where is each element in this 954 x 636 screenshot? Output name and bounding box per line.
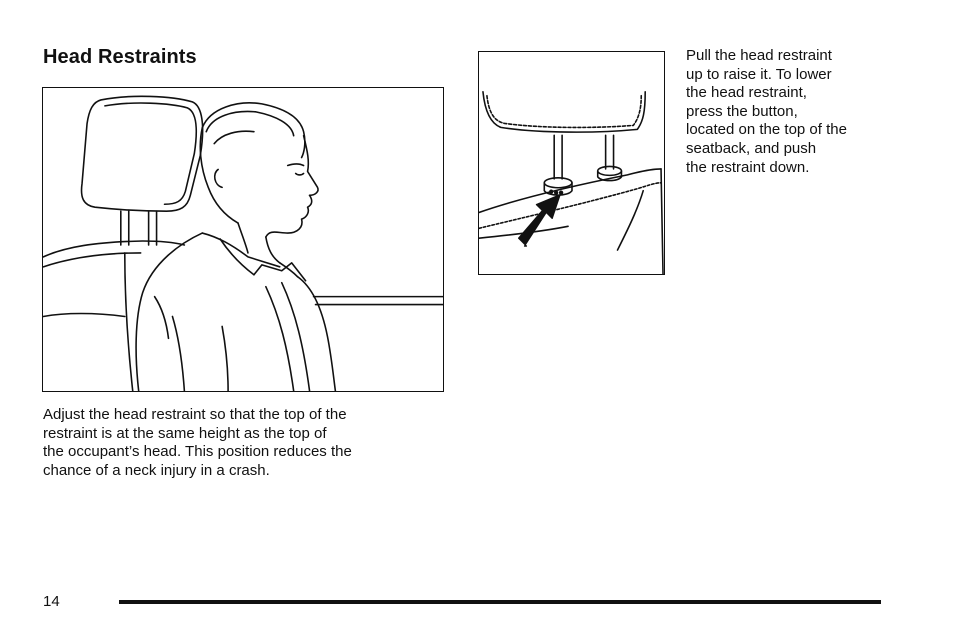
side-line: the head restraint,	[686, 84, 807, 102]
side-line: seatback, and push	[686, 139, 817, 157]
side-line: press the button,	[686, 102, 798, 120]
body-line: Adjust the head restraint so that the top of the	[43, 406, 347, 423]
body-line: the occupant’s head. This position reduces the	[43, 443, 352, 461]
footer-rule	[119, 600, 881, 604]
side-line: Pull the head restraint	[686, 47, 832, 64]
release-button-icon	[479, 52, 664, 274]
side-line: the restraint down.	[686, 158, 810, 176]
section-heading: Head Restraints	[43, 46, 197, 68]
release-instructions	[686, 47, 847, 177]
occupant-head-restraint-illustration	[42, 87, 444, 392]
adjustment-instructions	[43, 406, 352, 480]
release-button-illustration	[478, 51, 665, 275]
body-line: chance of a neck injury in a crash.	[43, 461, 270, 479]
side-line: located on the top of the	[686, 121, 847, 139]
side-line: up to raise it. To lower	[686, 65, 832, 83]
body-line: restraint is at the same height as the top of	[43, 424, 327, 442]
seated-occupant-icon	[43, 88, 443, 391]
page-number: 14	[43, 593, 60, 610]
